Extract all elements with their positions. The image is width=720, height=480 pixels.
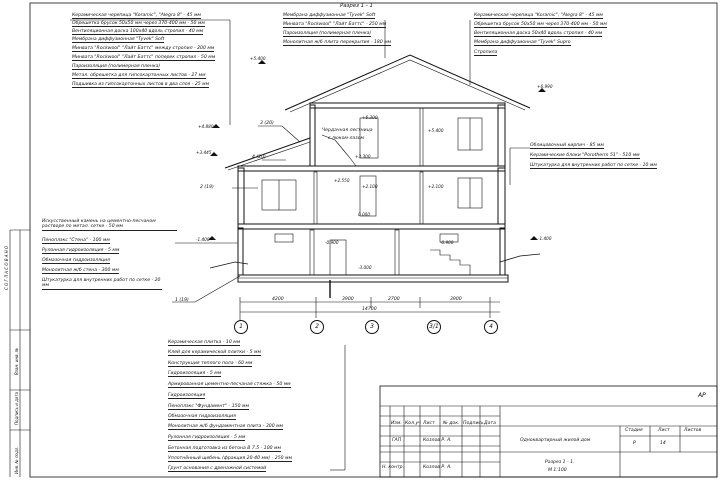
attic-layer: Минвата "Rockwool" "Лайт Баттс" - 250 мм <box>283 22 387 27</box>
tb-gap: ГАП <box>392 438 402 443</box>
tb-nkontr-name: Козлов Р. А. <box>423 465 452 470</box>
tb-col: № док. <box>443 421 460 426</box>
node-callout: 3 (20) <box>260 121 274 126</box>
floor-layer: Армированная цементно-песчаная стяжка - 50 мм <box>168 382 291 387</box>
level-mark: -3.000 <box>358 265 372 270</box>
side-label: Подпись и дата <box>14 391 19 425</box>
side-label: С О Г Л А С О В А Н О <box>4 245 9 290</box>
attic-layer: Мембрана диффузионная "Tyvek" Soft <box>283 13 376 18</box>
tb-drawing: Разрез 1 - 1. <box>545 460 575 465</box>
level-mark: +5.400 <box>428 128 444 133</box>
tb-col: Подпись <box>463 421 484 426</box>
level-mark: +6.300 <box>362 115 378 120</box>
floor-layer: Рулонная гидроизоляция - 5 мм <box>168 435 246 440</box>
node-callout: 1 (19) <box>175 298 189 303</box>
plinth-header: Искусственный камень на цементно-песчаном растворе по метал. сетке - 50 мм <box>42 219 177 231</box>
wall-layer: Керамические блоки "Porotherm 51" - 510 мм <box>530 153 640 158</box>
level-mark: -0.900 <box>440 240 454 245</box>
attic-layer: Пароизоляция (полимерная пленка) <box>283 31 372 36</box>
tb-sheets-header: Листов <box>684 428 702 433</box>
dimension: 4200 <box>272 297 284 302</box>
stair-callout: Чердачная лестница <box>322 128 373 133</box>
tb-sheet: 14 <box>660 441 666 446</box>
tb-stage-header: Стадия <box>625 428 643 433</box>
floor-layer: Гидроизоляция <box>168 393 206 398</box>
tb-nkontr: Н. контр. <box>382 465 405 470</box>
roof-left-layer: Минвата "Rockwool" "Лайт Баттс" поперек стропил - 50 мм <box>72 55 216 60</box>
roof-right-layer: Вентиляционная доска 50х40 вдоль стропил - 40 мм <box>474 31 603 36</box>
roof-left-layer: Мембрана диффузионная "Tyvek" Soft <box>72 37 165 42</box>
dimension: 3900 <box>342 297 354 302</box>
tb-sheet-header: Лист <box>658 428 670 433</box>
plinth-layer: Рулонная гидроизоляция - 5 мм <box>42 248 120 253</box>
roof-left-layer: Подшивка из гипсокартонных листов в два слоя - 25 мм <box>72 82 210 87</box>
plinth-layer: Пеноплэкс "Стена" - 100 мм <box>42 238 110 243</box>
level-mark: +3.445 <box>196 150 212 155</box>
floor-layer: Грунт основания с дренажной системой <box>168 466 267 471</box>
plinth-layer: Монолитная ж/б стена - 300 мм <box>42 268 119 273</box>
level-mark: +2.100 <box>362 184 378 189</box>
axis-marker: 3/1 <box>427 320 441 334</box>
section-title: Разрез 1 - 1 <box>340 3 373 9</box>
level-mark: +4.880 <box>198 124 214 129</box>
tb-gap-name: Козлов Р. А. <box>423 438 452 443</box>
wall-layer: Штукатурка для внутренних работ по сетке - 10 мм <box>530 163 657 168</box>
roof-left-layer: Минвата "Rockwool" "Лайт Баттс" между стропил - 200 мм <box>72 46 215 51</box>
level-mark: -1.400 <box>538 236 552 241</box>
level-mark: +6.990 <box>537 84 553 89</box>
floor-layer: Бетонная подготовка из бетона В 7.5 - 100 мм <box>168 446 281 451</box>
level-mark: +5.400 <box>250 56 266 61</box>
stair-callout: с люком-лазом <box>328 136 364 141</box>
dimension: 3900 <box>450 297 462 302</box>
tb-col: Дата <box>484 421 496 426</box>
plinth-layer: Обмазочная гидроизоляция <box>42 258 110 263</box>
roof-left-layer: Пароизоляция (полимерная пленка) <box>72 64 161 69</box>
floor-layer: Монолитная ж/б фундаментная плита - 300 мм <box>168 424 284 429</box>
floor-layer: Клей для керамической плитки - 5 мм <box>168 350 261 355</box>
tb-code: АР <box>698 392 706 399</box>
roof-left-layer: Метал. обрешетка для гипсокартонных листов - 27 мм <box>72 73 206 78</box>
roof-right-layer: Мембрана диффузионная "Tyvek" Supro <box>474 40 571 45</box>
tb-object: Одноквартирный жилой дом <box>520 438 591 443</box>
axis-marker: 4 <box>484 320 498 334</box>
floor-layer: Уплотнённый щебень (фракция 20-40 мм) - 250 мм <box>168 456 292 461</box>
axis-marker: 1 <box>234 320 248 334</box>
level-mark: +3.300 <box>355 154 371 159</box>
level-mark: +2.100 <box>428 184 444 189</box>
roof-right-layer: Обрешетка брусок 50х50 мм через 370-400 мм - 50 мм <box>474 22 607 27</box>
side-label: Взам. инв. № <box>14 347 19 375</box>
roof-right-layer: Стропила <box>474 50 498 55</box>
level-mark: +2.550 <box>334 178 350 183</box>
tb-stage: Р <box>633 441 636 446</box>
roof-left-layer: Обрешетка брусок 50х50 мм через 370-400 мм - 50 мм <box>72 21 205 26</box>
plinth-layer: Штукатурка для внутренних работ по сетке - 20 мм <box>42 278 161 289</box>
tb-scale: М 1:100 <box>548 468 567 473</box>
floor-layer: Керамическая плитка - 10 мм <box>168 340 241 345</box>
tb-col: Кол.уч <box>405 421 421 426</box>
dimension: 2700 <box>388 297 400 302</box>
level-mark: -0.900 <box>325 240 339 245</box>
attic-layer: Монолитная ж/б плита перекрытия - 180 мм <box>283 40 392 45</box>
level-mark: -1.400 <box>196 237 210 242</box>
dimension-total: 14700 <box>362 307 377 312</box>
node-callout: 2 (19) <box>200 185 214 190</box>
roof-right-layer: Керамическая черепица "Koramic", "Alegra 8" - 45 мм <box>474 13 603 18</box>
floor-layer: Обмазочная гидроизоляция <box>168 414 236 419</box>
axis-marker: 2 <box>310 320 324 334</box>
node-callout: 4 (20) <box>252 155 266 160</box>
floor-layer: Гидроизоляция - 5 мм <box>168 371 222 376</box>
floor-layer: Конструкция теплого пола - 60 мм <box>168 361 253 366</box>
roof-left-layer: Вентиляционная доска 100х40 вдоль стропил - 40 мм <box>72 29 204 34</box>
tb-col: Изм. <box>391 421 402 426</box>
floor-layer: Пеноплэкс "Фундамент" - 150 мм <box>168 404 249 409</box>
tb-col: Лист <box>423 421 435 426</box>
side-label: Инв. № подл. <box>14 446 19 474</box>
roof-left-layer: Керамическая черепица "Koramic", "Alegra 8" - 45 мм <box>72 13 201 18</box>
wall-layer: Облицовочный кирпич - 85 мм <box>530 143 604 148</box>
axis-marker: 3 <box>365 320 379 334</box>
level-mark: 0.000 <box>358 212 370 217</box>
